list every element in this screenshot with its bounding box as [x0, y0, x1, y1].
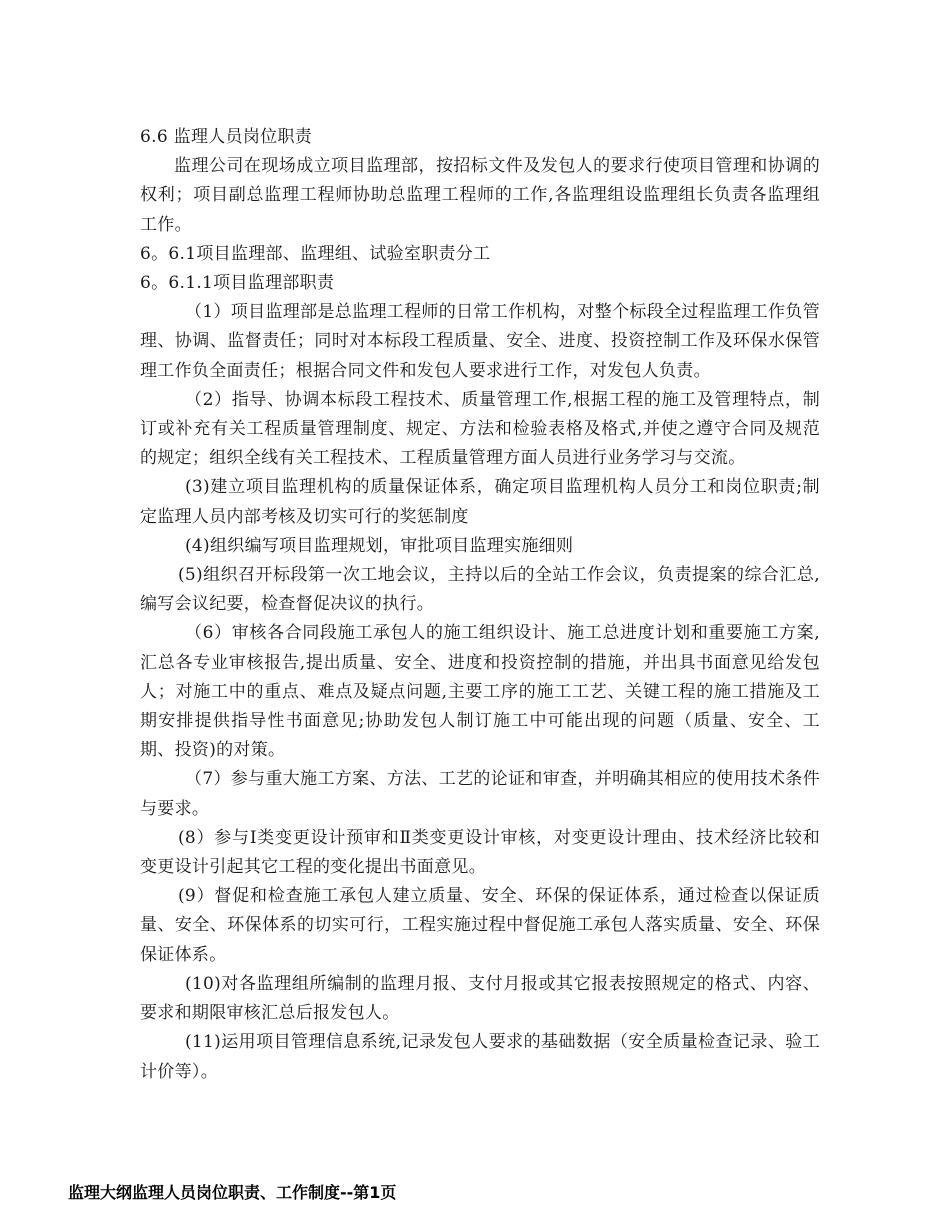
duty-item-4: (4)组织编写项目监理规划，审批项目监理实施细则: [185, 535, 574, 556]
section-heading-6-6-1: 6。6.1项目监理部、监理组、试验室职责分工: [140, 243, 491, 264]
duty-item-2: （2）指导、协调本标段工程技术、质量管理工作,根据工程的施工及管理特点，制订或补充有关工程质量管理制度、规定、方法和检验表格及格式,并使之遵守合同及规范的规定；组织全线有关工程技术、工程质量管理方面人员进行业务学习与交流。: [140, 389, 820, 469]
duty-item-6: （6）审核各合同段施工承包人的施工组织设计、施工总进度计划和重要施工方案,汇总各专业审核报告,提出质量、安全、进度和投资控制的措施，并出具书面意见给发包人；对施工中的重点、难点及疑点问题,主要工序的施工工艺、关键工程的施工措施及工期安排提供指导性书面意见;协助发包人制订施工中可能出现的问题（质量、安全、工期、投资)的对策。: [140, 623, 820, 761]
intro-paragraph: 监理公司在现场成立项目监理部，按招标文件及发包人的要求行使项目管理和协调的权利；项目副总监理工程师协助总监理工程师的工作,各监理组设监理组长负责各监理组工作。: [140, 156, 820, 235]
duty-item-1: （1）项目监理部是总监理工程师的日常工作机构，对整个标段全过程监理工作负管理、协调、监督责任；同时对本标段工程质量、安全、进度、投资控制工作及环保水保管理工作负全面责任；根据合同文件和发包人要求进行工作，对发包人负责。: [140, 302, 820, 381]
page-footer: 监理大纲监理人员岗位职责、工作制度--第1页: [68, 1183, 397, 1202]
duty-item-10: (10)对各监理组所编制的监理月报、支付月报或其它报表按照规定的格式、内容、要求和期限审核汇总后报发包人。: [140, 973, 820, 1024]
duty-item-11: (11)运用项目管理信息系统,记录发包人要求的基础数据（安全质量检查记录、验工计价等）。: [140, 1032, 820, 1082]
duty-item-5: (5)组织召开标段第一次工地会议，主持以后的全站工作会议，负责提案的综合汇总,编写会议纪要，检查督促决议的执行。: [140, 565, 820, 615]
duty-item-3: (3)建立项目监理机构的质量保证体系，确定项目监理机构人员分工和岗位职责;制定监理人员内部考核及切实可行的奖惩制度: [140, 477, 820, 527]
document-body: [140, 123, 820, 1087]
duty-item-8: (8）参与Ⅰ类变更设计预审和Ⅱ类变更设计审核，对变更设计理由、技术经济比较和变更设计引起其它工程的变化提出书面意见。: [140, 827, 820, 878]
duty-item-7: （7）参与重大施工方案、方法、工艺的论证和审查，并明确其相应的使用技术条件与要求。: [140, 769, 820, 819]
duty-item-9: (9）督促和检查施工承包人建立质量、安全、环保的保证体系，通过检查以保证质量、安全、环保体系的切实可行，工程实施过程中督促施工承包人落实质量、安全、环保保证体系。: [140, 886, 820, 965]
section-heading-6-6: 6.6 监理人员岗位职责: [140, 127, 313, 147]
section-heading-6-6-1-1: 6。6.1.1项目监理部职责: [140, 273, 335, 294]
